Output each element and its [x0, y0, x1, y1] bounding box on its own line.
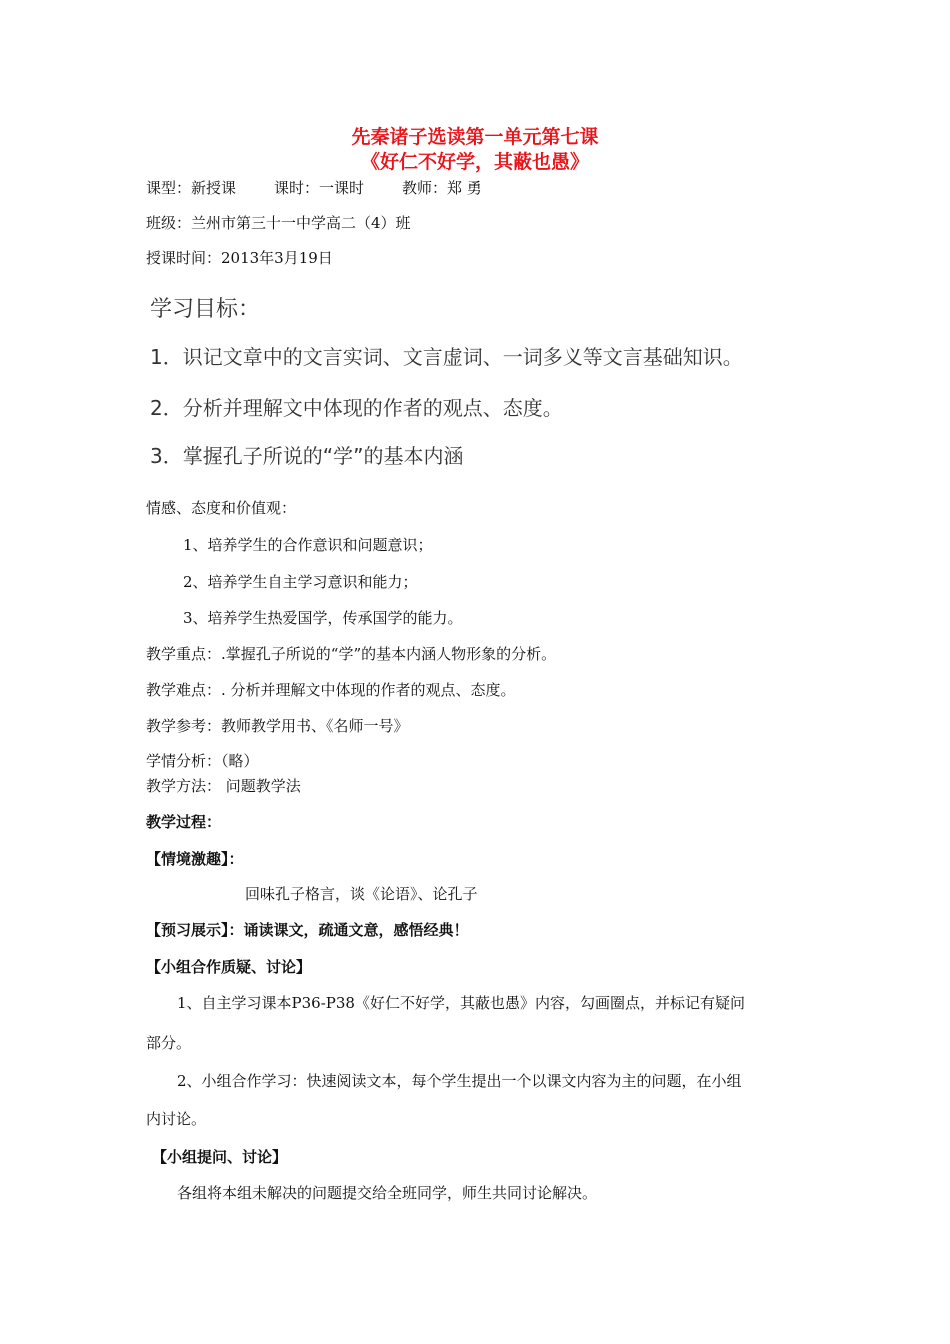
key-point: 教学重点：.掌握孔子所说的“学”的基本内涵人物形象的分析。 [146, 645, 557, 663]
group-heading: 【小组合作质疑、讨论】 [146, 958, 312, 976]
ask-text: 各组将本组未解决的问题提交给全班同学，师生共同讨论解决。 [177, 1184, 598, 1202]
teacher: 教师：郑 勇 [402, 179, 482, 197]
class-info: 班级：兰州市第三十一中学高二（4）班 [146, 214, 411, 232]
objectives-heading: 学习目标： [150, 297, 261, 322]
lesson-meta [146, 178, 482, 198]
intro-text: 回味孔子格言，谈《论语》、论孔子 [245, 885, 478, 903]
ask-heading: 【小组提问、讨论】 [152, 1148, 288, 1166]
values-item-3: 3、培养学生热爱国学，传承国学的能力。 [183, 609, 463, 627]
date-info: 授课时间：2013年3月19日 [146, 249, 333, 267]
objective-item-1: 1．识记文章中的文言实词、文言虚词、一词多义等文言基础知识。 [150, 345, 743, 369]
group-item-1-line-1: 1、自主学习课本P36-P38《好仁不好学，其蔽也愚》内容，勾画圈点，并标记有疑问 [177, 994, 745, 1012]
periods: 课时：一课时 [274, 179, 365, 197]
values-item-1: 1、培养学生的合作意识和问题意识； [183, 536, 433, 554]
title-line-1: 先秦诸子选读第一单元第七课 [351, 126, 599, 148]
objective-item-2: 2．分析并理解文中体现的作者的观点、态度。 [150, 396, 563, 420]
group-item-2-line-1: 2、小组合作学习：快速阅读文本，每个学生提出一个以课文内容为主的问题，在小组 [177, 1072, 742, 1090]
course-type: 课型：新授课 [146, 179, 237, 197]
preview-heading: 【预习展示】：诵读课文，疏通文意，感悟经典！ [146, 921, 469, 939]
student-analysis: 学情分析：（略） [146, 752, 259, 770]
teaching-method: 教学方法： 问题教学法 [146, 777, 301, 795]
values-item-2: 2、培养学生自主学习意识和能力； [183, 573, 418, 591]
values-heading: 情感、态度和价值观： [146, 499, 297, 517]
title-line-2: 《好仁不好学，其蔽也愚》 [360, 151, 589, 173]
difficulty: 教学难点：. 分析并理解文中体现的作者的观点、态度。 [146, 681, 516, 699]
objective-item-3: 3．掌握孔子所说的“学”的基本内涵 [150, 444, 464, 468]
intro-heading: 【情境激趣】： [146, 850, 244, 868]
group-item-2-line-2: 内讨论。 [146, 1110, 207, 1128]
group-item-1-line-2: 部分。 [146, 1034, 192, 1052]
reference: 教学参考：教师教学用书、《名师一号》 [146, 717, 409, 735]
process-heading: 教学过程： [146, 813, 222, 831]
